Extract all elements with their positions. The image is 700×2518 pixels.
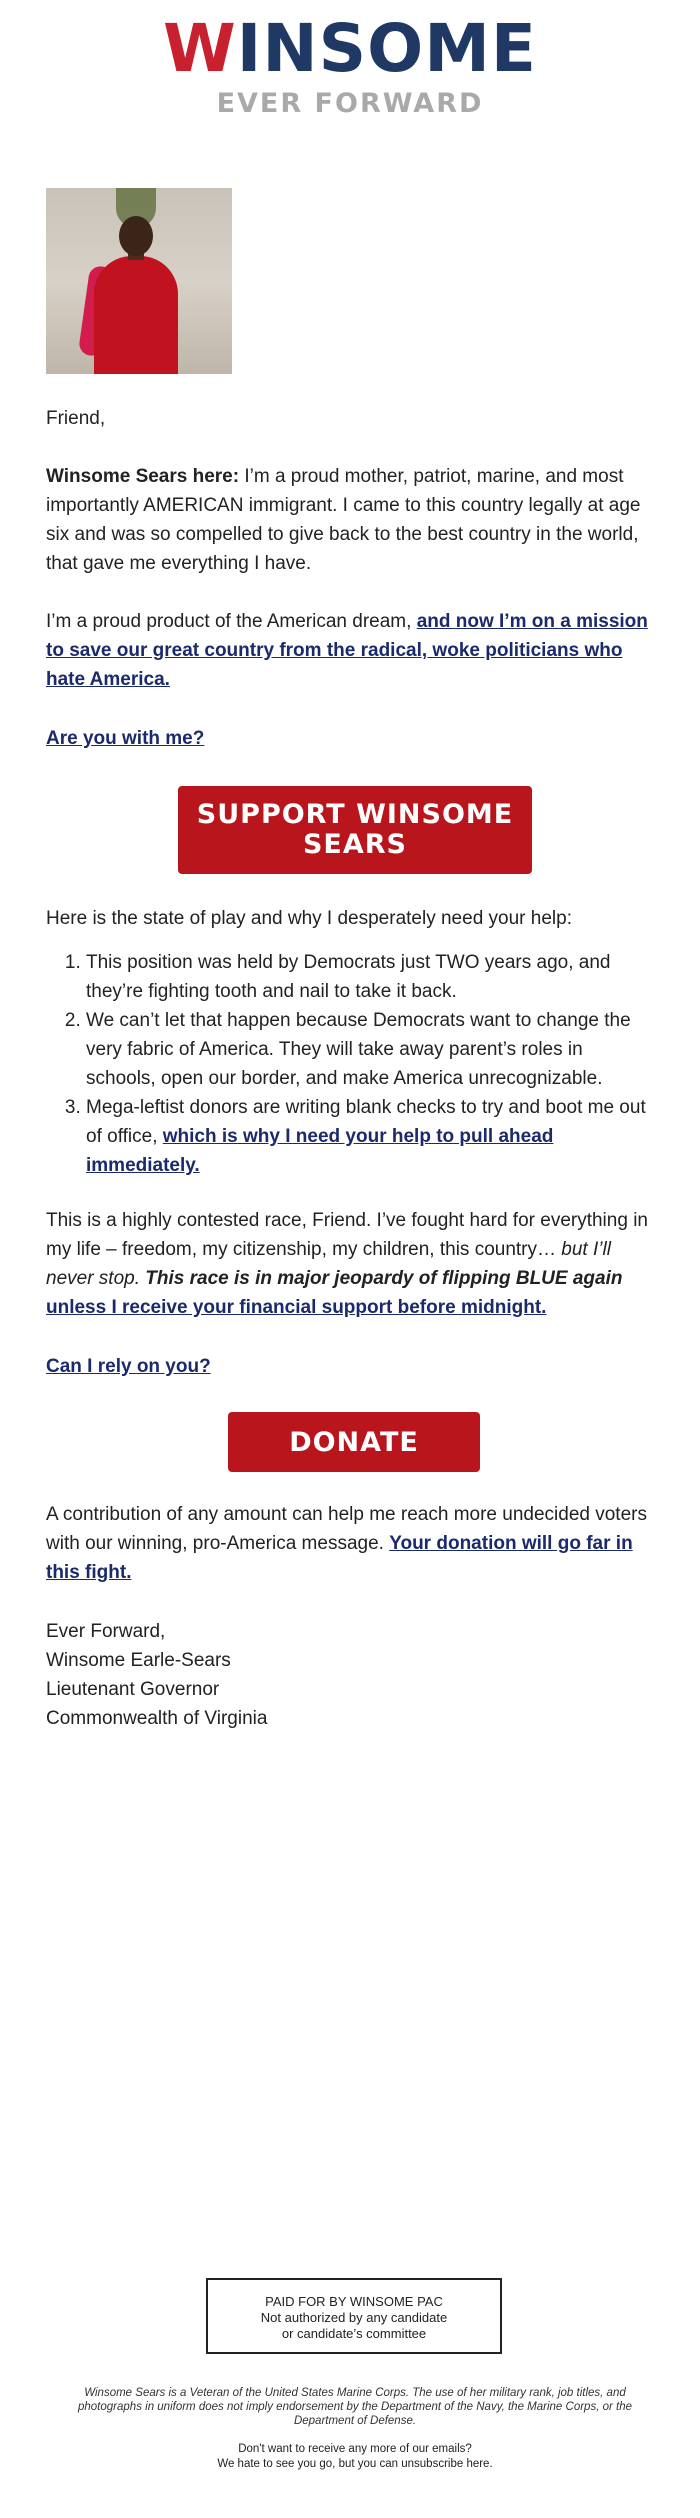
intro-paragraph (46, 462, 656, 578)
reasons-list (46, 948, 656, 1180)
contribution-paragraph: A contribution of any amount can help me reach more undecided voters with our winning, pro-America message. Your donation will go far in this fight. (46, 1504, 647, 1583)
question-rely (46, 1352, 656, 1381)
signer-title: Lieutenant Governor (46, 1679, 220, 1700)
support-winsome-button[interactable] (178, 786, 532, 874)
intro-bold: Winsome Sears here: (46, 466, 240, 487)
donate-button[interactable]: DONATE (228, 1412, 480, 1472)
signoff-line: Ever Forward, (46, 1621, 166, 1642)
dream-text: I’m a proud product of the American dream, (46, 611, 417, 632)
logo-wordmark (162, 10, 537, 87)
are-you-with-me-link[interactable]: Are you with me? (46, 728, 205, 749)
never-stop-text: but I’ll never stop. (46, 1239, 611, 1289)
donation-link[interactable]: Your donation will go far in this fight. (46, 1533, 633, 1583)
contested-race-paragraph: This is a highly contested race, Friend. I’ve fought hard for everything in my life – freedom, my citizenship, my children, this country… but I’ll never stop. This race is in major jeopardy of flipping BLUE again unless I receive your financial support before midnight. (46, 1210, 648, 1318)
military-disclaimer: Winsome Sears is a Veteran of the United States Marine Corps. The use of her military rank, job titles, and photographs in uniform does not imply endorsement by the Department of the Navy, the Marine Corps, or the Department of Defense. (78, 2387, 632, 2427)
intro-text: I’m a proud mother, patriot, marine, and most importantly AMERICAN immigrant. I came to this country legally at age six and was so compelled to give back to the best country in the world, that gave me everything I have. (46, 466, 641, 574)
candidate-photo (46, 188, 232, 374)
list-item: 2. We can’t let that happen because Democrats want to change the very fabric of America. They will take away parent’s roles in schools, open our border, and make America unrecognizable. (86, 1006, 656, 1093)
support-button-line1: SUPPORT WINSOME (196, 799, 514, 830)
pull-ahead-link[interactable]: which is why I need your help to pull ahead immediately. (86, 1126, 554, 1176)
logo-rest: INSOME (236, 10, 537, 87)
winsome-logo (0, 10, 700, 119)
signature-block (46, 1617, 656, 1733)
unsubscribe-section: Don't want to receive any more of our emails? We hate to see you go, but you can unsubscribe here. (217, 2443, 493, 2470)
logo-tagline: EVER FORWARD (216, 88, 484, 119)
mission-link[interactable]: and now I’m on a mission to save our great country from the radical, woke politicians who hate America. (46, 611, 648, 690)
state-of-play-intro: Here is the state of play and why I desperately need your help: (46, 908, 572, 929)
paid-for-box: PAID FOR BY WINSOME PAC Not authorized by any candidate or candidate’s committee (206, 2278, 502, 2354)
list-item: 3. Mega-leftist donors are writing blank checks to try and boot me out of office, which is why I need your help to pull ahead immediately. (86, 1093, 656, 1180)
dream-paragraph (46, 607, 656, 694)
signer-state: Commonwealth of Virginia (46, 1708, 268, 1729)
greeting: Friend, (46, 408, 106, 429)
question-with-me (46, 724, 656, 753)
list-item: 1. This position was held by Democrats just TWO years ago, and they’re fighting tooth and nail to take it back. (86, 948, 656, 1006)
financial-support-link[interactable]: unless I receive your financial support before midnight. (46, 1297, 547, 1318)
signer-name: Winsome Earle-Sears (46, 1650, 231, 1671)
logo-w-letter: W (162, 10, 237, 87)
jeopardy-text: This race is in major jeopardy of flipping BLUE again (140, 1268, 623, 1289)
can-i-rely-link[interactable]: Can I rely on you? (46, 1356, 211, 1377)
support-button-line2: SEARS (302, 829, 408, 860)
unsubscribe-link[interactable]: unsubscribe here (401, 2458, 490, 2470)
